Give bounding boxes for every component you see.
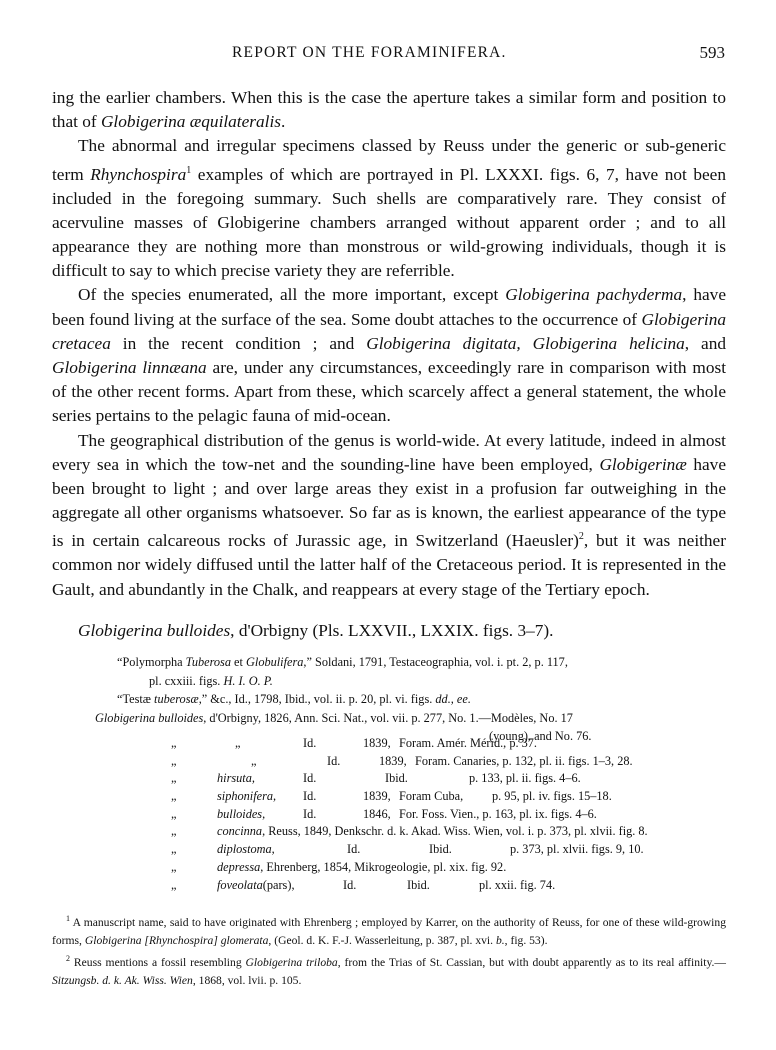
running-title: REPORT ON THE FORAMINIFERA. — [232, 44, 507, 61]
synonymy-entry: Globigerina bulloides, d'Orbigny, 1826, Ann. Sci. Nat., vol. vii. p. 277, No. 1.—Modèles, No. 17 — [95, 710, 573, 725]
table-row: „ foveolata (pars), Id. Ibid. pl. xxii. fig. 74. — [171, 877, 556, 892]
synonymy-entry: “Testæ tuberosæ,” &c., Id., 1798, Ibid., vol. ii. p. 20, pl. vi. figs. dd., ee. — [117, 692, 471, 707]
paragraph-continued: ing the earlier chambers. When this is the case the aperture takes a similar form and position to that of Globigerina æquilateralis. — [52, 88, 726, 132]
table-row: „ depressa , Ehrenberg, 1854, Mikrogeologie, pl. xix. fig. 92. — [171, 859, 507, 874]
body-text — [52, 86, 726, 602]
footnote-ref-2[interactable]: 2 — [578, 531, 584, 543]
synonymy-table — [117, 736, 737, 895]
synonymy-entry: “Polymorpha Tuberosa et Globulifera,” Soldani, 1791, Testaceographia, vol. i. pt. 2, p. 117, — [117, 655, 568, 669]
table-row: „ siphonifera, Id. 1839, Foram Cuba, p. 95, pl. iv. figs. 15–18. — [171, 789, 612, 804]
footnotes — [52, 910, 726, 990]
page-number: 593 — [699, 43, 725, 62]
table-row: „ concinna , Reuss, 1849, Denkschr. d. k. Akad. Wiss. Wien, vol. i. p. 373, pl. xlvii. fig. 8. — [171, 824, 648, 839]
species-name: Globigerina bulloides — [78, 621, 231, 640]
synonymy-entry-cont: pl. cxxiii. figs. H. I. O. P. — [149, 673, 273, 688]
paragraph-species-living: Of the species enumerated, all the more important, except Globigerina pachyderma, have been found living at the surface of the sea. Some doubt attaches to the occurrence of Globigerina cretacea in the recent condition ; and Globigerina digitata, Globigerina helicina, and Globigerina linnæana are, under any circumstances, exceedingly rare in comparison with most of the other recent forms. Apart from these, which scarcely affect a general statement, the whole series pertains to the pelagic fauna of mid-ocean. — [52, 285, 726, 426]
table-row: „ diplostoma, Id. Ibid. p. 373, pl. xlvii. figs. 9, 10. — [171, 842, 644, 857]
synonymy-list — [95, 653, 737, 746]
table-row: „ bulloides, Id. 1846, For. Foss. Vien., p. 163, pl. ix. figs. 4–6. — [171, 806, 597, 821]
paragraph-distribution: The geographical distribution of the genus is world-wide. At every latitude, indeed in almost every sea in which the tow-net and the sounding-line have been employed, Globigerinæ have been brought to light ; and over large areas they exist in a profusion far outweighing in the aggregate all other organisms whatsoever. So far as is known, the earliest appearance of the type is in certain calcareous rocks of Jurassic age, in Switzerland (Haeusler)$^2$, but it was neither common nor widely diffused until the latter half of the Cretaceous period. It is represented in the Gault, and abundantly in the Chalk, and reappears at every stage of the Tertiary epoch. — [52, 430, 726, 599]
footnote-1: $^1$ A manuscript name, said to have originated with Ehrenberg ; employed by Karrer, on the authority of Reuss, for one of these wild-growing forms, Globigerina [Rhynchospira] glomerata, (Geol. d. K. F.-J. Wasserleitung, p. 387, pl. xvi. b., fig. 53). — [52, 914, 726, 947]
species-heading — [78, 621, 738, 641]
footnote-ref-1[interactable]: 1 — [186, 164, 192, 176]
paragraph-rhynchospira: The abnormal and irregular specimens classed by Reuss under the generic or sub-generic term Rhynchospira$^1$ examples of which are portrayed in Pl. LXXXI. figs. 6, 7, have not been included in the foregoing summary. Such shells are comparatively rare. They consist of acervuline masses of Globigerine chambers arranged without apparent order ; and to all appearance they are nothing more than monstrous or wild-growing individuals, though it is difficult to say to which precise variety they are referrible. — [52, 136, 726, 281]
species-author: , d'Orbigny (Pls. LXXVII., LXXIX. figs. 3–7). — [230, 621, 554, 640]
table-row: „ hirsuta, Id. Ibid. p. 133, pl. ii. figs. 4–6. — [171, 771, 581, 786]
synonymy-entry-cont: (young), and No. 76. — [489, 729, 592, 744]
table-row: „ „ Id. 1839, Foram. Amér. Mérid., p. 37. — [171, 736, 537, 750]
table-row: „ „ Id. 1839, Foram. Canaries, p. 132, pl. ii. figs. 1–3, 28. — [171, 753, 633, 768]
footnote-2: $^2$ Reuss mentions a fossil resembling Globigerina triloba, from the Trias of St. Cassian, but with doubt apparently as to its real affinity.—Sitzungsb. d. k. Ak. Wiss. Wien, 1868, vol. lvii. p. 105. — [52, 953, 726, 987]
running-header — [0, 44, 776, 66]
